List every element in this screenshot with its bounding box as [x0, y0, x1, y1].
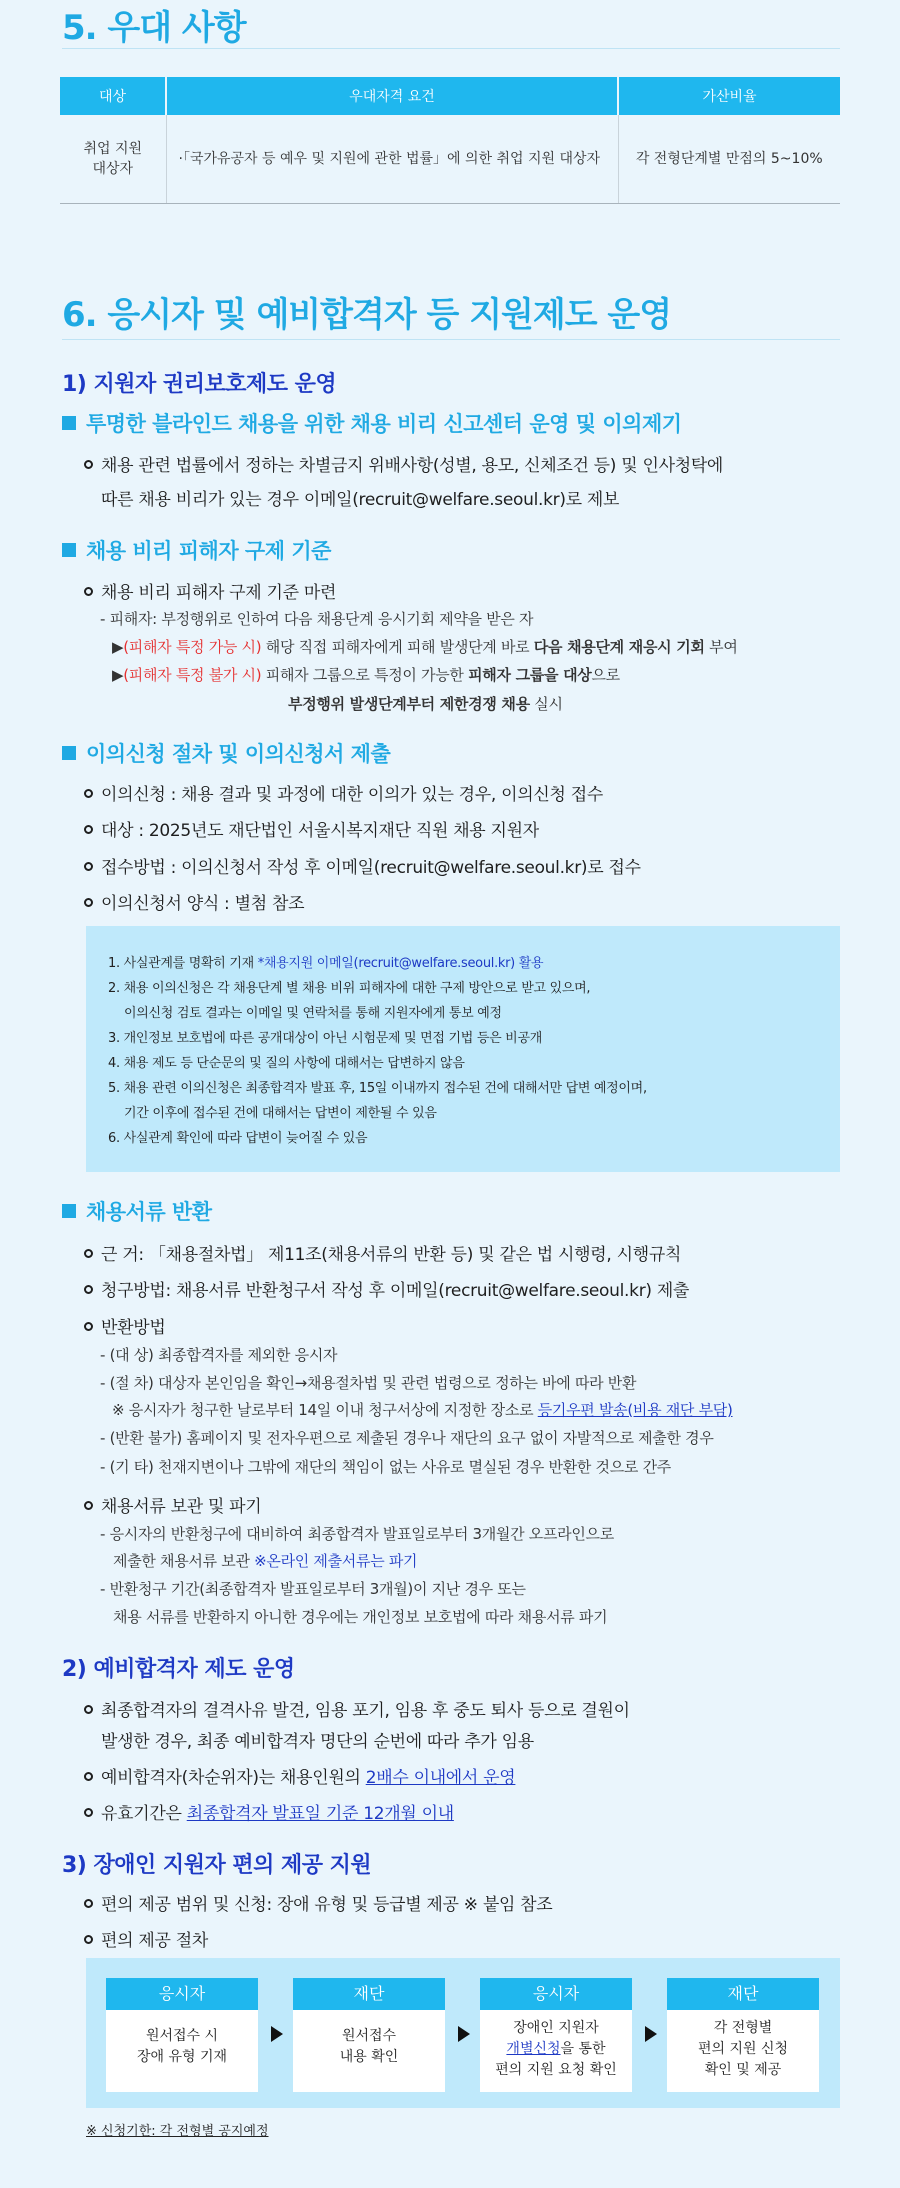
bullet-continuation: 발생한 경우, 최종 예비합격자 명단의 순번에 따라 추가 임용	[101, 1732, 534, 1752]
table-header: 우대자격 요건	[166, 77, 618, 115]
table-cell: 각 전형단계별 만점의 5~10%	[618, 115, 840, 203]
circle-bullet-icon	[84, 1705, 93, 1714]
bullet-item: 반환방법	[84, 1313, 166, 1338]
dash-continuation: 제출한 채용서류 보관 ※온라인 제출서류는 파기	[113, 1552, 418, 1570]
circle-bullet-icon	[84, 825, 93, 834]
preference-table	[60, 77, 840, 204]
case-continuation: 부정행위 발생단계부터 제한경쟁 채용 실시	[288, 695, 563, 713]
bullet-item: 편의 제공 절차	[84, 1926, 208, 1951]
divider	[62, 48, 840, 49]
circle-bullet-icon	[84, 1322, 93, 1331]
step-head: 응시자	[106, 1978, 258, 2010]
triangle-arrow-icon: ▶	[112, 666, 124, 684]
square-bullet-icon	[62, 746, 76, 760]
circle-bullet-icon	[84, 1285, 93, 1294]
bullet-item: 최종합격자의 결격사유 발견, 임용 포기, 임용 후 중도 퇴사 등으로 결원이	[84, 1696, 630, 1721]
process-step	[667, 1978, 819, 2092]
notice-line: 1. 사실관계를 명확히 기재 *채용지원 이메일(recruit@welfare.seoul.kr) 활용	[108, 956, 544, 971]
notice-line: 이의신청 검토 결과는 이메일 및 연락처를 통해 지원자에게 통보 예정	[124, 1006, 502, 1021]
table-cell: 취업 지원 대상자	[60, 115, 166, 203]
bullet-item: 대상 : 2025년도 재단법인 서울시복지재단 직원 채용 지원자	[84, 816, 539, 841]
square-bullet-icon	[62, 1204, 76, 1218]
bullet-item: 근 거: 「채용절차법」 제11조(채용서류의 반환 등) 및 같은 법 시행령, 시행규칙	[84, 1240, 681, 1265]
step-body: 각 전형별 편의 지원 신청 확인 및 제공	[697, 2020, 789, 2078]
circle-bullet-icon	[84, 1501, 93, 1510]
square-bullet-icon	[62, 543, 76, 557]
circle-bullet-icon	[84, 587, 93, 596]
dash-item: - (기 타) 천재지변이나 그밖에 재단의 책임이 없는 사유로 멸실된 경우 반환한 것으로 간주	[100, 1458, 671, 1476]
dash-item: - (절 차) 대상자 본인임을 확인→채용절차법 및 관련 법령으로 정하는 바에 따라 반환	[100, 1374, 637, 1392]
arrow-right-icon	[271, 2026, 283, 2042]
notice-line: 6. 사실관계 확인에 따라 답변이 늦어질 수 있음	[108, 1131, 368, 1146]
topic-heading: 이의신청 절차 및 이의신청서 제출	[62, 738, 390, 768]
bullet-item: 편의 제공 범위 및 신청: 장애 유형 및 등급별 제공 ※ 붙임 참조	[84, 1890, 552, 1915]
bullet-item: 이의신청서 양식 : 별첨 참조	[84, 889, 304, 914]
circle-bullet-icon	[84, 1772, 93, 1781]
topic-heading: 투명한 블라인드 채용을 위한 채용 비리 신고센터 운영 및 이의제기	[62, 408, 682, 438]
footnote: ※ 신청기한: 각 전형별 공지예정	[86, 2124, 269, 2139]
dash-item: - 피해자: 부정행위로 인하여 다음 채용단계 응시기회 제약을 받은 자	[100, 610, 534, 628]
step-head: 응시자	[480, 1978, 632, 2010]
case-item: ▶(피해자 특정 불가 시) 피해자 그룹으로 특정이 가능한 피해자 그룹을 대상으로	[112, 666, 620, 684]
topic-heading: 채용서류 반환	[62, 1196, 212, 1226]
bullet-item: 유효기간은 최종합격자 발표일 기준 12개월 이내	[84, 1799, 454, 1824]
circle-bullet-icon	[84, 789, 93, 798]
circle-bullet-icon	[84, 1249, 93, 1258]
circle-bullet-icon	[84, 460, 93, 469]
step-body: 원서접수 내용 확인	[339, 2028, 399, 2065]
process-step	[480, 1978, 632, 2092]
circle-bullet-icon	[84, 1935, 93, 1944]
subsection-title: 2) 예비합격자 제도 운영	[62, 1657, 295, 1682]
arrow-right-icon	[645, 2026, 657, 2042]
bullet-item: 예비합격자(차순위자)는 채용인원의 2배수 이내에서 운영	[84, 1763, 515, 1788]
section5-title: 5. 우대 사항	[62, 8, 246, 48]
table-header: 가산비율	[618, 77, 840, 115]
bullet-item: 접수방법 : 이의신청서 작성 후 이메일(recruit@welfare.seoul.kr)로 접수	[84, 853, 641, 878]
dash-note: ※ 응시자가 청구한 날로부터 14일 이내 청구서상에 지정한 장소로 등기우편 발송(비용 재단 부담)	[112, 1401, 733, 1419]
bullet-item: 청구방법: 채용서류 반환청구서 작성 후 이메일(recruit@welfare.seoul.kr) 제출	[84, 1276, 689, 1301]
circle-bullet-icon	[84, 1899, 93, 1908]
dash-item: - 응시자의 반환청구에 대비하여 최종합격자 발표일로부터 3개월간 오프라인으로	[100, 1525, 614, 1543]
process-flow	[86, 1958, 840, 2108]
table-header: 대상	[60, 77, 166, 115]
divider	[62, 339, 840, 340]
circle-bullet-icon	[84, 862, 93, 871]
circle-bullet-icon	[84, 1808, 93, 1817]
bullet-item: 채용 비리 피해자 구제 기준 마련	[84, 578, 336, 603]
subsection-title: 1) 지원자 권리보호제도 운영	[62, 372, 337, 397]
triangle-arrow-icon: ▶	[112, 638, 124, 656]
topic-heading: 채용 비리 피해자 구제 기준	[62, 535, 331, 565]
arrow-right-icon	[458, 2026, 470, 2042]
dash-item: - (반환 불가) 홈페이지 및 전자우편으로 제출된 경우나 재단의 요구 없이 자발적으로 제출한 경우	[100, 1429, 714, 1447]
bullet-item: 이의신청 : 채용 결과 및 과정에 대한 이의가 있는 경우, 이의신청 접수	[84, 780, 603, 805]
subsection-title: 3) 장애인 지원자 편의 제공 지원	[62, 1853, 372, 1878]
bullet-item: 채용 관련 법률에서 정하는 차별금지 위배사항(성별, 용모, 신체조건 등) 및 인사청탁에	[84, 451, 723, 476]
notice-line: 4. 채용 제도 등 단순문의 및 질의 사항에 대해서는 답변하지 않음	[108, 1056, 465, 1071]
notice-line: 5. 채용 관련 이의신청은 최종합격자 발표 후, 15일 이내까지 접수된 건에 대해서만 답변 예정이며,	[108, 1081, 647, 1096]
notice-line: 3. 개인정보 보호법에 따른 공개대상이 아닌 시험문제 및 면접 기법 등은 비공개	[108, 1031, 542, 1046]
section6-title: 6. 응시자 및 예비합격자 등 지원제도 운영	[62, 295, 672, 335]
bullet-continuation: 따른 채용 비리가 있는 경우 이메일(recruit@welfare.seoul.kr)로 제보	[101, 490, 620, 510]
circle-bullet-icon	[84, 898, 93, 907]
step-head: 재단	[293, 1978, 445, 2010]
notice-line: 2. 채용 이의신청은 각 채용단계 별 채용 비위 피해자에 대한 구제 방안으로 받고 있으며,	[108, 981, 591, 996]
square-bullet-icon	[62, 416, 76, 430]
dash-continuation: 채용 서류를 반환하지 아니한 경우에는 개인정보 보호법에 따라 채용서류 파기	[113, 1608, 608, 1626]
case-item: ▶(피해자 특정 가능 시) 해당 직접 피해자에게 피해 발생단계 바로 다음 채용단계 재응시 기회 부여	[112, 638, 738, 656]
notice-line: 기간 이후에 접수된 건에 대해서는 답변이 제한될 수 있음	[124, 1106, 437, 1121]
process-step	[293, 1978, 445, 2092]
table-cell: ·「국가유공자 등 예우 및 지원에 관한 법률」에 의한 취업 지원 대상자	[166, 115, 618, 203]
dash-item: - (대 상) 최종합격자를 제외한 응시자	[100, 1346, 338, 1364]
step-body: 장애인 지원자 개별신청을 통한 편의 지원 요청 확인	[495, 2020, 617, 2078]
step-body: 원서접수 시 장애 유형 기재	[136, 2028, 228, 2065]
table-row	[60, 115, 840, 203]
dash-item: - 반환청구 기간(최종합격자 발표일로부터 3개월)이 지난 경우 또는	[100, 1580, 526, 1598]
bullet-item: 채용서류 보관 및 파기	[84, 1492, 261, 1517]
notice-box	[86, 926, 840, 1172]
step-head: 재단	[667, 1978, 819, 2010]
process-step	[106, 1978, 258, 2092]
